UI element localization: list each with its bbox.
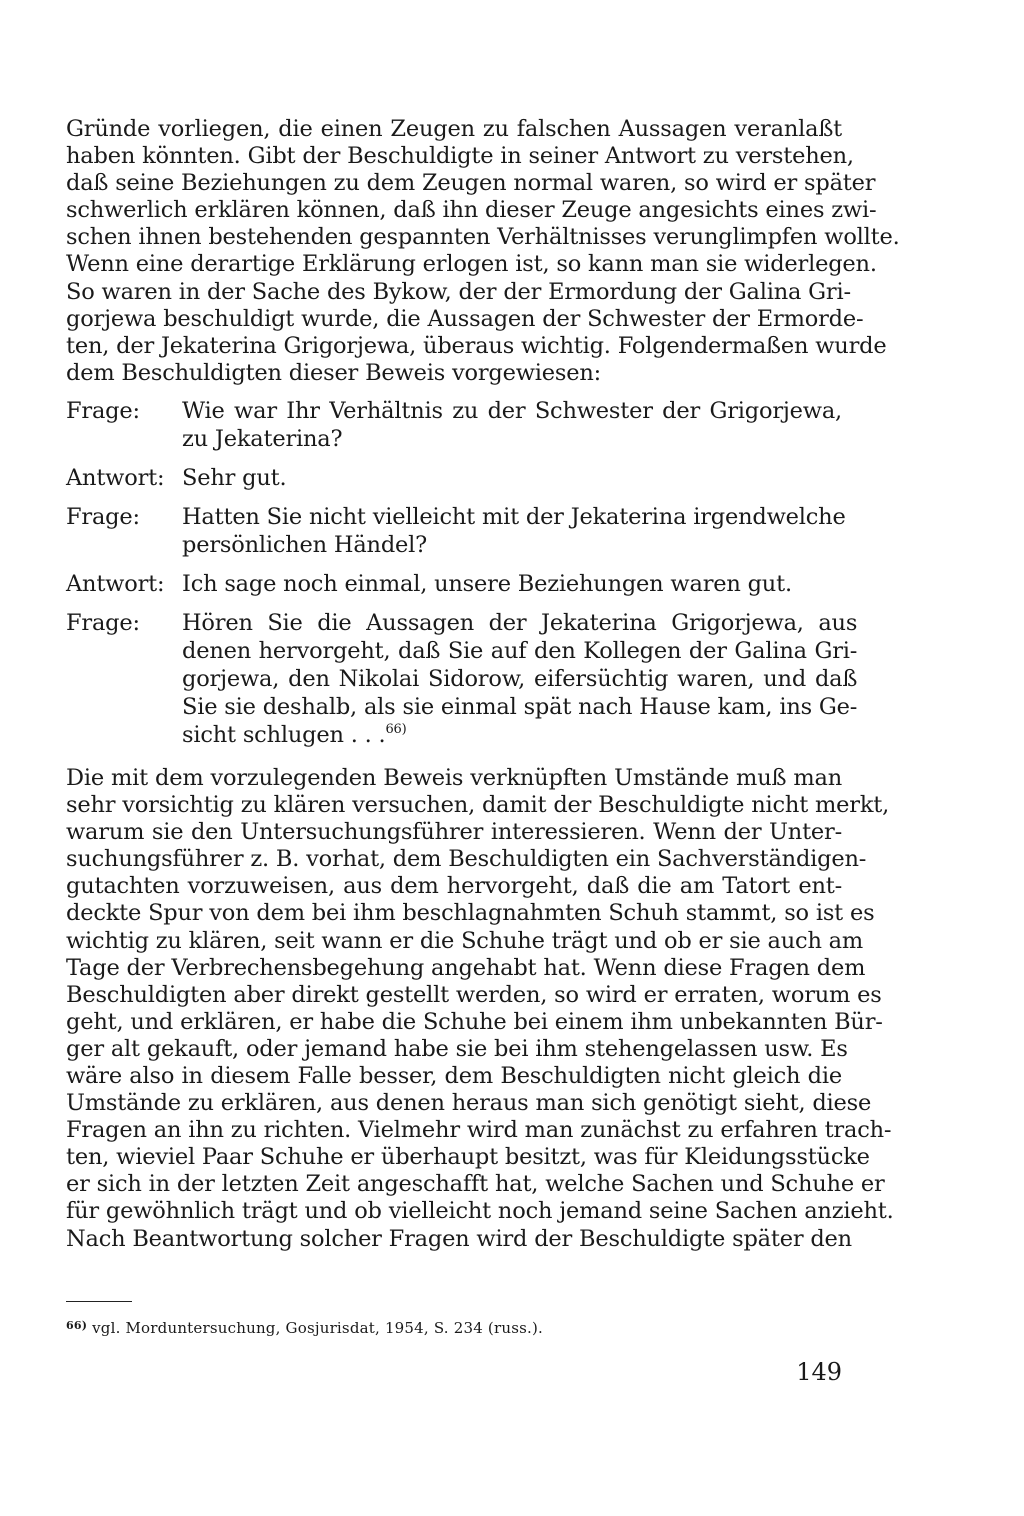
text-line: Wenn eine derartige Erklärung erlogen ist, so kann man sie widerlegen. [66,251,877,278]
text-line: daß seine Beziehungen zu dem Zeugen normal waren, so wird er später [66,170,876,197]
text-line: Hatten Sie nicht vielleicht mit der Jekaterina irgendwelche [182,503,846,530]
text-line: schen ihnen bestehenden gespannten Verhältnisses verunglimpfen wollte. [66,224,900,251]
text-line: für gewöhnlich trägt und ob vielleicht noch jemand seine Sachen anzieht. [66,1198,894,1225]
paragraph-2 [66,764,894,1253]
footnote-reference: 66) [385,721,407,737]
text-line: Hören Sie die Aussagen der Jekaterina Grigorjewa, aus [182,609,858,636]
dialog-entry [66,464,842,492]
text-line: gorjewa, den Nikolai Sidorow, eifersüchtig waren, und daß [182,665,858,692]
dialog-entry [66,609,858,749]
speaker-label: Frage: [66,503,140,530]
footnote [66,1317,543,1337]
text-line: So waren in der Sache des Bykow, der der Ermordung der Galina Gri- [66,278,851,305]
text-line: Umstände zu erklären, aus denen heraus man sich genötigt sieht, diese [66,1090,872,1117]
utterance [182,609,857,749]
text-line: schwerlich erklären können, daß ihn dieser Zeuge angesichts eines zwi- [66,197,877,224]
speaker-label: Frage: [66,609,140,636]
speaker-label: Frage: [66,397,140,424]
text-line: er sich in der letzten Zeit angeschafft hat, welche Sachen und Schuhe er [66,1171,885,1198]
utterance [182,464,842,492]
text-line: haben könnten. Gibt der Beschuldigte in seiner Antwort zu verstehen, [66,143,854,170]
text-line: sicht schlugen . . .$^{66)}$ [182,721,407,748]
text-line: zu Jekaterina? [182,425,343,452]
text-line: warum sie den Untersuchungsführer interessieren. Wenn der Unter- [66,819,842,846]
text-line: wichtig zu klären, seit wann er die Schuhe trägt und ob er sie auch am [66,927,864,954]
page-body [66,116,900,1253]
text-line: dem Beschuldigten dieser Beweis vorgewiesen: [66,359,602,386]
text-line: Fragen an ihn zu richten. Vielmehr wird man zunächst zu erfahren trach- [66,1117,892,1144]
text-line: geht, und erklären, er habe die Schuhe bei einem ihm unbekannten Bür- [66,1008,883,1035]
dialog-entry [66,397,842,453]
page-number: 149 [796,1358,842,1386]
interrogation-dialog [66,397,858,749]
speaker-label: Antwort: [66,570,165,597]
text-line: Gründe vorliegen, die einen Zeugen zu falschen Aussagen veranlaßt [66,116,842,142]
text-line: Nach Beantwortung solcher Fragen wird der Beschuldigte später den [66,1225,852,1252]
text-line: Beschuldigten aber direkt gestellt werden, so wird er erraten, worum es [66,981,882,1008]
text-line: persönlichen Händel? [182,531,428,558]
text-line: ger alt gekauft, oder jemand habe sie bei ihm stehengelassen usw. Es [66,1035,848,1062]
text-line: wäre also in diesem Falle besser, dem Beschuldigten nicht gleich die [66,1062,842,1089]
footnote-rule [66,1301,132,1302]
text-line: ten, wieviel Paar Schuhe er überhaupt besitzt, was für Kleidungsstücke [66,1144,870,1171]
utterance [182,503,846,559]
footnote-text: vgl. Morduntersuchung, Gosjurisdat, 1954, S. 234 (russ.). [92,1319,543,1337]
text-line: denen hervorgeht, daß Sie auf den Kollegen der Galina Gri- [182,637,858,664]
utterance [182,570,842,598]
text-line: gorjewa beschuldigt wurde, die Aussagen der Schwester der Ermorde- [66,305,864,332]
text-line: Ich sage noch einmal, unsere Beziehungen waren gut. [182,570,792,597]
text-line: Sehr gut. [182,464,287,491]
text-line: suchungsführer z. B. vorhat, dem Beschuldigten ein Sachverständigen- [66,846,867,873]
text-line: Die mit dem vorzulegenden Beweis verknüpften Umstände muß man [66,764,842,791]
utterance [182,397,842,453]
text-line: sehr vorsichtig zu klären versuchen, damit der Beschuldigte nicht merkt, [66,792,890,819]
text-line: deckte Spur von dem bei ihm beschlagnahmten Schuh stammt, so ist es [66,900,875,927]
dialog-entry [66,570,842,598]
text-line: Sie sie deshalb, als sie einmal spät nach Hause kam, ins Ge- [182,693,858,720]
text-line: Tage der Verbrechensbegehung angehabt hat. Wenn diese Fragen dem [66,954,866,981]
dialog-entry [66,503,846,559]
text-line: gutachten vorzuweisen, aus dem hervorgeht, daß die am Tatort ent- [66,873,842,900]
text-line: Wie war Ihr Verhältnis zu der Schwester der Grigorjewa, [182,397,842,424]
speaker-label: Antwort: [66,464,165,491]
text-line: ten, der Jekaterina Grigorjewa, überaus wichtig. Folgendermaßen wurde [66,332,887,359]
footnote-marker: 66) [66,1319,88,1332]
paragraph-1 [66,116,900,387]
